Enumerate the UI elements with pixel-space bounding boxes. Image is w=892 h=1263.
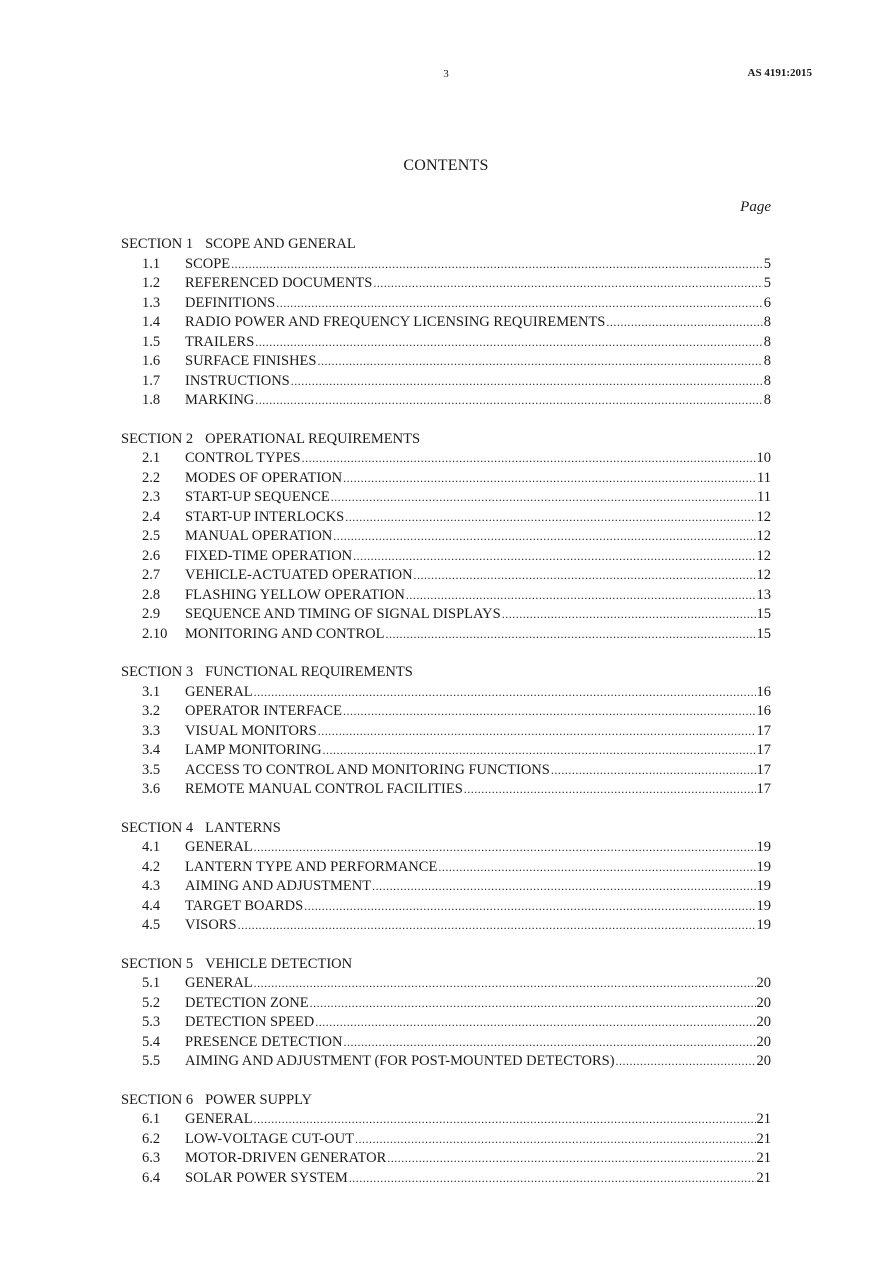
section-name: OPERATIONAL REQUIREMENTS [205, 430, 421, 447]
dot-leader [353, 547, 755, 567]
entry-page-number: 21 [756, 1130, 771, 1147]
entry-number: 3.1 [142, 683, 161, 700]
toc-entry[interactable] [121, 469, 771, 489]
entry-title: GENERAL [185, 683, 253, 700]
entry-page-number: 8 [763, 392, 771, 408]
entry-number: 4.5 [142, 917, 161, 933]
entry-number: 1.7 [142, 372, 161, 389]
section-name: SCOPE AND GENERAL [205, 236, 356, 252]
entry-title: LANTERN TYPE AND PERFORMANCE [185, 858, 438, 875]
entry-title: DETECTION ZONE [185, 994, 309, 1011]
entry-title: VISORS [185, 917, 237, 933]
entry-page-number: 19 [756, 839, 771, 855]
toc-entry[interactable] [121, 722, 771, 742]
dot-leader [255, 333, 762, 353]
dot-leader [349, 1169, 756, 1189]
entry-title: MANUAL OPERATION [185, 528, 333, 544]
entry-title: OPERATOR INTERFACE [185, 703, 342, 719]
section-label: SECTION 5 [121, 955, 194, 972]
toc-entry[interactable] [121, 488, 771, 508]
dot-leader [438, 858, 755, 878]
dot-leader [255, 391, 762, 411]
toc-entry[interactable] [121, 586, 771, 606]
section-name: POWER SUPPLY [205, 1091, 313, 1108]
entry-page-number: 12 [756, 528, 771, 544]
toc-entry[interactable] [121, 974, 771, 994]
entry-page-number: 6 [763, 294, 771, 311]
toc-entry[interactable] [121, 333, 771, 353]
entry-title: GENERAL [185, 975, 253, 991]
entry-page-number: 11 [757, 469, 771, 486]
toc-entry[interactable] [121, 1110, 771, 1130]
entry-title: INSTRUCTIONS [185, 372, 290, 389]
entry-title: REFERENCED DOCUMENTS [185, 275, 373, 291]
toc-entry[interactable] [121, 916, 771, 936]
toc-entry[interactable] [121, 605, 771, 625]
dot-leader [387, 1149, 755, 1169]
entry-title: LAMP MONITORING [185, 742, 322, 758]
dot-leader [317, 352, 762, 372]
entry-page-number: 17 [756, 742, 771, 758]
toc-entry[interactable] [121, 1052, 771, 1072]
section-heading [121, 663, 771, 683]
entry-page-number: 12 [756, 508, 771, 525]
toc-entry[interactable] [121, 274, 771, 294]
toc-entry[interactable] [121, 352, 771, 372]
toc-entry[interactable] [121, 313, 771, 333]
entry-number: 6.4 [142, 1169, 161, 1186]
entry-title: REMOTE MANUAL CONTROL FACILITIES [185, 781, 463, 797]
entry-number: 3.4 [142, 742, 161, 758]
toc-entry[interactable] [121, 858, 771, 878]
entry-number: 4.4 [142, 897, 161, 914]
entry-page-number: 20 [756, 975, 771, 991]
dot-leader [355, 1130, 756, 1150]
section-name: VEHICLE DETECTION [205, 955, 353, 972]
toc-section [121, 955, 771, 1072]
dot-leader [372, 877, 755, 897]
toc-entry[interactable] [121, 1013, 771, 1033]
toc-section [121, 1091, 771, 1189]
dot-leader [616, 1052, 756, 1072]
toc-entry[interactable] [121, 625, 771, 645]
entry-title: LOW-VOLTAGE CUT-OUT [185, 1130, 354, 1147]
section-heading [121, 955, 771, 975]
entry-number: 5.2 [142, 994, 161, 1011]
toc-entry[interactable] [121, 877, 771, 897]
entry-number: 4.3 [142, 878, 161, 894]
entry-title: DETECTION SPEED [185, 1014, 315, 1030]
entry-title: SURFACE FINISHES [185, 353, 317, 369]
entry-title: MOTOR-DRIVEN GENERATOR [185, 1150, 387, 1166]
entry-page-number: 19 [756, 917, 771, 933]
entry-number: 5.3 [142, 1014, 161, 1030]
dot-leader [502, 605, 756, 625]
toc-entry[interactable] [121, 372, 771, 392]
entry-title: RADIO POWER AND FREQUENCY LICENSING REQUIREMENTS [185, 314, 606, 330]
dot-leader [406, 586, 756, 606]
entry-page-number: 12 [756, 567, 771, 583]
entry-title: START-UP INTERLOCKS [185, 508, 345, 525]
toc-section [121, 235, 771, 411]
entry-title: TARGET BOARDS [185, 897, 304, 914]
toc-entry[interactable] [121, 683, 771, 703]
dot-leader [345, 508, 755, 528]
entry-page-number: 8 [763, 333, 771, 350]
entry-page-number: 17 [756, 781, 771, 797]
entry-page-number: 20 [756, 1053, 771, 1069]
dot-leader [343, 469, 756, 489]
entry-title: FIXED-TIME OPERATION [185, 547, 353, 564]
entry-number: 3.5 [142, 761, 161, 778]
dot-leader [254, 683, 756, 703]
toc-entry[interactable] [121, 741, 771, 761]
dot-leader [606, 313, 762, 333]
section-heading [121, 1091, 771, 1111]
entry-number: 3.2 [142, 703, 161, 719]
entry-page-number: 12 [756, 547, 771, 564]
section-heading [121, 819, 771, 839]
section-heading [121, 430, 771, 450]
entry-page-number: 11 [757, 489, 771, 505]
entry-page-number: 21 [756, 1169, 771, 1186]
toc-section [121, 819, 771, 936]
toc-entry[interactable] [121, 527, 771, 547]
dot-leader [343, 702, 756, 722]
entry-title: VEHICLE-ACTUATED OPERATION [185, 567, 413, 583]
dot-leader [386, 625, 756, 645]
section-label: SECTION 4 [121, 819, 194, 836]
dot-leader [551, 761, 756, 781]
toc-entry[interactable] [121, 508, 771, 528]
toc-entry[interactable] [121, 255, 771, 275]
dot-leader [315, 1013, 755, 1033]
toc-entry[interactable] [121, 761, 771, 781]
document-id: AS 4191:2015 [747, 67, 812, 79]
entry-page-number: 10 [756, 450, 771, 466]
entry-number: 1.3 [142, 294, 161, 311]
entry-page-number: 20 [756, 1033, 771, 1050]
entry-number: 4.2 [142, 858, 161, 875]
toc-entry[interactable] [121, 566, 771, 586]
toc-entry[interactable] [121, 780, 771, 800]
dot-leader [304, 897, 755, 917]
entry-number: 3.6 [142, 781, 161, 797]
entry-page-number: 20 [756, 994, 771, 1011]
toc-entry[interactable] [121, 1130, 771, 1150]
toc-entry[interactable] [121, 547, 771, 567]
entry-number: 1.8 [142, 392, 161, 408]
dot-leader [373, 274, 762, 294]
entry-number: 1.1 [142, 255, 161, 272]
entry-number: 2.5 [142, 528, 161, 544]
page-column-label: Page [740, 199, 771, 215]
dot-leader [302, 449, 756, 469]
section-name: FUNCTIONAL REQUIREMENTS [205, 664, 413, 680]
entry-title: SCOPE [185, 255, 231, 272]
entry-page-number: 13 [756, 586, 771, 603]
entry-number: 2.8 [142, 586, 161, 603]
entry-page-number: 19 [756, 878, 771, 894]
entry-page-number: 17 [756, 722, 771, 739]
dot-leader [343, 1033, 755, 1053]
page-number: 3 [443, 68, 449, 80]
dot-leader [323, 741, 756, 761]
entry-number: 2.10 [142, 625, 168, 642]
entry-number: 2.3 [142, 489, 161, 505]
toc-entry[interactable] [121, 1169, 771, 1189]
toc-entry[interactable] [121, 294, 771, 314]
entry-number: 6.3 [142, 1150, 161, 1166]
dot-leader [414, 566, 756, 586]
entry-title: AIMING AND ADJUSTMENT (FOR POST-MOUNTED DETECTORS) [185, 1053, 615, 1069]
table-of-contents [121, 235, 771, 1207]
entry-number: 5.5 [142, 1053, 161, 1069]
entry-number: 5.4 [142, 1033, 161, 1050]
toc-entry[interactable] [121, 1033, 771, 1053]
section-label: SECTION 1 [121, 236, 194, 252]
toc-entry[interactable] [121, 838, 771, 858]
dot-leader [231, 255, 763, 275]
entry-number: 5.1 [142, 975, 161, 991]
entry-number: 2.4 [142, 508, 161, 525]
entry-title: GENERAL [185, 1111, 253, 1127]
entry-title: PRESENCE DETECTION [185, 1033, 343, 1050]
entry-number: 3.3 [142, 722, 161, 739]
entry-page-number: 17 [756, 761, 771, 778]
section-name: LANTERNS [205, 819, 281, 836]
dot-leader [291, 372, 763, 392]
entry-title: TRAILERS [185, 333, 255, 350]
entry-page-number: 16 [756, 703, 771, 719]
entry-number: 6.2 [142, 1130, 161, 1147]
entry-number: 4.1 [142, 839, 161, 855]
entry-page-number: 5 [763, 275, 771, 291]
entry-page-number: 19 [756, 897, 771, 914]
toc-entry[interactable] [121, 702, 771, 722]
entry-page-number: 8 [763, 353, 771, 369]
entry-page-number: 19 [756, 858, 771, 875]
dot-leader [238, 916, 756, 936]
toc-section [121, 663, 771, 800]
entry-number: 2.2 [142, 469, 161, 486]
dot-leader [318, 722, 756, 742]
entry-page-number: 5 [763, 255, 771, 272]
entry-page-number: 15 [756, 625, 771, 642]
toc-entry[interactable] [121, 994, 771, 1014]
contents-title: CONTENTS [403, 157, 489, 174]
entry-title: GENERAL [185, 839, 253, 855]
toc-entry[interactable] [121, 897, 771, 917]
entry-title: MODES OF OPERATION [185, 469, 343, 486]
entry-title: VISUAL MONITORS [185, 722, 317, 739]
entry-page-number: 21 [756, 1150, 771, 1166]
entry-title: FLASHING YELLOW OPERATION [185, 586, 405, 603]
dot-leader [254, 974, 756, 994]
entry-title: MARKING [185, 392, 255, 408]
dot-leader [254, 1110, 756, 1130]
toc-section [121, 430, 771, 645]
entry-page-number: 8 [763, 372, 771, 389]
entry-number: 2.9 [142, 606, 161, 622]
entry-number: 2.1 [142, 450, 161, 466]
toc-entry[interactable] [121, 449, 771, 469]
entry-title: CONTROL TYPES [185, 450, 301, 466]
toc-entry[interactable] [121, 391, 771, 411]
entry-number: 2.6 [142, 547, 161, 564]
dot-leader [276, 294, 763, 314]
entry-title: START-UP SEQUENCE [185, 489, 330, 505]
section-label: SECTION 3 [121, 664, 194, 680]
entry-page-number: 21 [756, 1111, 771, 1127]
entry-page-number: 15 [756, 606, 771, 622]
entry-title: DEFINITIONS [185, 294, 276, 311]
toc-entry[interactable] [121, 1149, 771, 1169]
entry-page-number: 8 [763, 314, 771, 330]
entry-number: 6.1 [142, 1111, 161, 1127]
dot-leader [331, 488, 756, 508]
entry-number: 1.2 [142, 275, 161, 291]
entry-title: ACCESS TO CONTROL AND MONITORING FUNCTIONS [185, 761, 550, 778]
entry-number: 1.6 [142, 353, 161, 369]
section-label: SECTION 6 [121, 1091, 194, 1108]
dot-leader [310, 994, 756, 1014]
entry-number: 1.4 [142, 314, 161, 330]
entry-number: 2.7 [142, 567, 161, 583]
entry-number: 1.5 [142, 333, 161, 350]
section-heading [121, 235, 771, 255]
section-label: SECTION 2 [121, 430, 194, 447]
dot-leader [333, 527, 755, 547]
dot-leader [464, 780, 756, 800]
entry-title: SEQUENCE AND TIMING OF SIGNAL DISPLAYS [185, 606, 501, 622]
entry-page-number: 16 [756, 683, 771, 700]
dot-leader [254, 838, 756, 858]
entry-title: SOLAR POWER SYSTEM [185, 1169, 348, 1186]
entry-title: AIMING AND ADJUSTMENT [185, 878, 372, 894]
entry-title: MONITORING AND CONTROL [185, 625, 385, 642]
entry-page-number: 20 [756, 1014, 771, 1030]
